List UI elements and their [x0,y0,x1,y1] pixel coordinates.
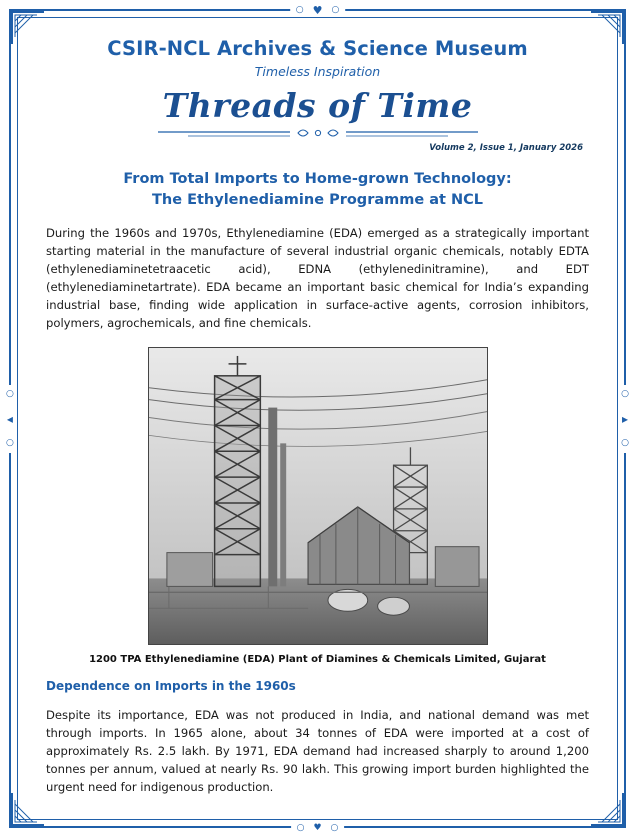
circle-icon: ○ [295,5,304,15]
triangle-left-icon: ◂ [6,411,13,426]
article-lead-paragraph: During the 1960s and 1970s, Ethylenediamine (EDA) emerged as a strategically important starting material in the manufacture of several industrial organic chemicals, notably EDTA (ethylenediaminetetraacetic acid), EDNA (ethylenedinitramine), and EDT (ethylenediaminetartrate). EDA became an important basic chemical for India’s expanding industrial base, finding wide application in surface-active agents, corrosion inhibitors, polymers, agrochemicals, and fine chemicals. [46,226,589,331]
bottom-ornament-cluster [291,824,345,833]
article-figure [89,347,546,665]
section-paragraph: Despite its importance, EDA was not produced in India, and national demand was met through imports. In 1965 alone, about 34 tonnes of EDA were imported at a cost of approximately Rs. 2.5 lakh. By 1971, EDA demand had increased sharply to around 1,200 tonnes per annum, valued at nearly Rs. 90 lakh. This growing import burden highlighted the urgent need for indigenous production. [46,707,589,794]
circle-icon: ○ [330,823,339,833]
circle-icon: ○ [621,388,629,399]
plant-photograph [148,347,488,645]
section-heading: Dependence on Imports in the 1960s [46,678,296,693]
circle-icon: ○ [296,823,305,833]
article-headline-line1: From Total Imports to Home-grown Technology: [123,171,512,187]
masthead-divider [46,127,589,147]
page-content [24,24,611,813]
circle-icon: ○ [6,437,14,448]
masthead-tagline: Timeless Inspiration [254,64,381,79]
heart-icon: ♥ [313,823,322,833]
article-headline [46,169,589,211]
masthead-organization: CSIR-NCL Archives & Science Museum [107,37,528,60]
left-ornament-cluster [6,385,14,453]
circle-icon: ○ [621,437,629,448]
figure-caption: 1200 TPA Ethylenediamine (EDA) Plant of Diamines & Chemicals Limited, Gujarat [89,653,546,665]
circle-icon: ○ [6,388,14,399]
circle-icon: ○ [331,5,340,15]
article-headline-line2: The Ethylenediamine Programme at NCL [151,192,484,209]
top-ornament-cluster [290,5,346,16]
triangle-right-icon: ▸ [622,411,629,426]
masthead-nameplate: Threads of Time [162,86,473,125]
right-ornament-cluster [621,385,629,453]
heart-icon: ♥ [312,4,323,17]
issue-line: Volume 2, Issue 1, January 2026 [429,143,583,153]
